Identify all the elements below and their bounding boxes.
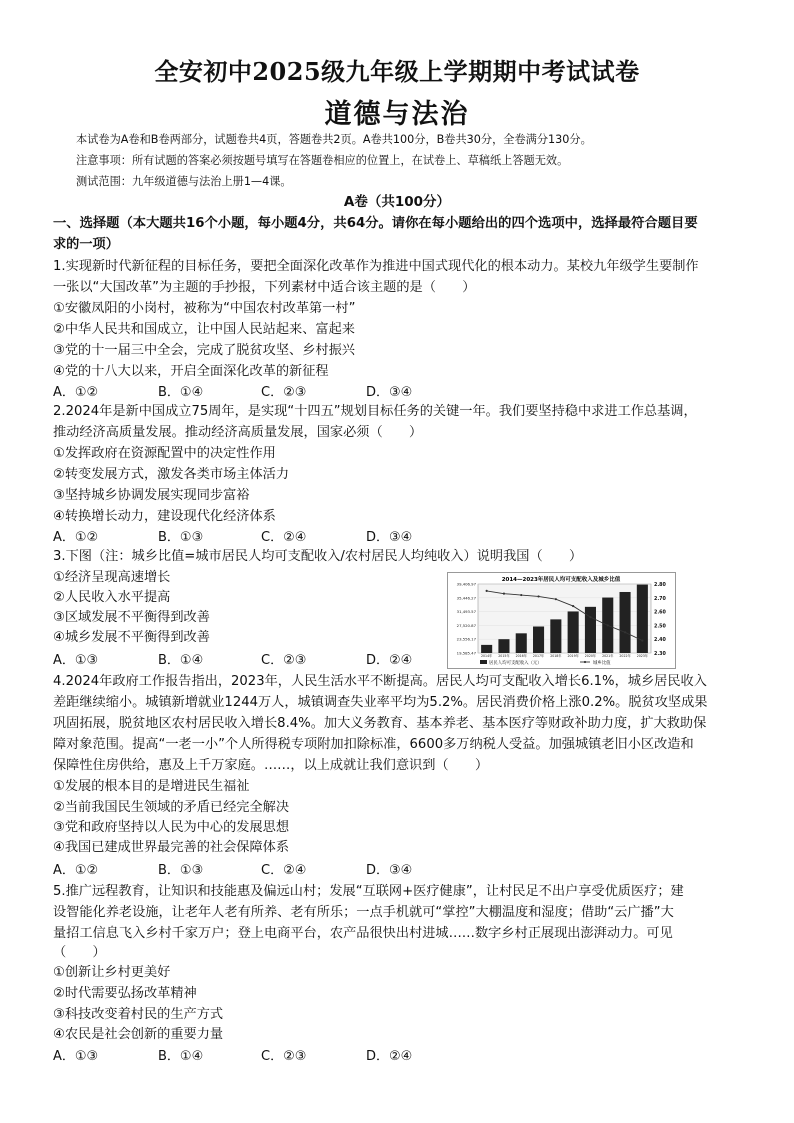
legend-marker-ratio — [584, 661, 586, 663]
subject-title: 道德与法治 — [324, 99, 470, 130]
income-chart — [447, 572, 676, 669]
q4-option-d[interactable]: D．③④ — [366, 863, 413, 878]
q3-statement-3: ③区域发展不平衡得到改善 — [53, 610, 210, 625]
q1-option-b[interactable]: B．①④ — [158, 385, 204, 400]
q2-option-b[interactable]: B．①③ — [158, 530, 204, 545]
q3-option-b[interactable]: B．①④ — [158, 653, 204, 668]
attention-note: 注意事项：所有试题的答案必须按题号填写在答题卷相应的位置上，在试卷上、草稿纸上答题无效。 — [76, 154, 569, 167]
q5-stem-2: 设智能化养老设施，让老年人老有所养、老有所乐；一点手机就可“掌控”大棚温度和湿度；借助“云广播”大 — [53, 905, 674, 920]
q3-stem: 3.下图（注：城乡比值=城市居民人均可支配收入/农村居民人均纯收入）说明我国（ ） — [53, 549, 583, 564]
q4-statement-2: ②当前我国民生领域的矛盾已经完全解决 — [53, 800, 290, 815]
q2-stem-1: 2.2024年是新中国成立75周年，是实现“十四五”规划目标任务的关键一年。我们要坚持稳中求进工作总基调， — [53, 404, 697, 419]
chart-bar — [498, 639, 509, 653]
q2-option-c[interactable]: C．②④ — [261, 530, 307, 545]
x-tick-label: 2017年 — [532, 654, 545, 658]
q2-stem-2: 推动经济高质量发展。推动经济高质量发展，国家必须（ ） — [53, 425, 423, 440]
section-a-heading: A卷（共100分） — [343, 194, 451, 210]
x-tick-label: 2023年 — [636, 654, 649, 658]
x-tick-label: 2019年 — [567, 654, 579, 658]
q3-option-d[interactable]: D．②④ — [366, 653, 413, 668]
q5-stem-4: （ ） — [53, 945, 106, 960]
q2-option-d[interactable]: D．③④ — [366, 530, 413, 545]
y-tick-label-left: 35,446.27 — [456, 595, 476, 601]
q1-statement-2: ②中华人民共和国成立，让中国人民站起来、富起来 — [53, 322, 355, 337]
chart-bar — [585, 607, 596, 653]
q3-statement-1: ①经济呈现高速增长 — [53, 570, 171, 585]
q1-stem-2: 一张以“大国改革”为主题的手抄报，下列素材中适合该主题的是（ ） — [53, 280, 476, 295]
q3-statement-4: ④城乡发展不平衡得到改善 — [53, 630, 210, 645]
y-tick-label-left: 23,556.17 — [456, 636, 476, 642]
y-tick-label-right: 2.50 — [654, 624, 666, 630]
q4-option-b[interactable]: B．①③ — [158, 863, 204, 878]
q4-stem-5: 保障性住房供给，惠及上千万家庭。……，以上成就让我们意识到（ ） — [53, 758, 489, 773]
ratio-point — [486, 590, 488, 592]
ratio-point — [520, 594, 522, 596]
y-tick-label-left: 31,493.57 — [456, 609, 476, 615]
q2-option-a[interactable]: A．①② — [53, 530, 99, 545]
q4-statement-3: ③党和政府坚持以人民为中心的发展思想 — [53, 820, 290, 835]
legend-label-income: 居民人均可支配收入（元） — [489, 661, 542, 666]
chart-title: 2014—2023年居民人均可支配收入及城乡比值 — [501, 577, 621, 583]
y-tick-label-left: 19,585.47 — [456, 650, 476, 656]
section-instruction-2: 求的一项） — [53, 237, 119, 252]
q2-statement-2: ②转变发展方式，激发各类市场主体活力 — [53, 467, 290, 482]
q3-statement-2: ②人民收入水平提高 — [53, 590, 171, 605]
ratio-point — [641, 639, 643, 641]
q2-statement-4: ④转换增长动力，建设现代化经济体系 — [53, 509, 276, 524]
chart-bar — [568, 611, 579, 653]
q5-stem-3: 量招工信息飞入乡村千家万户；登上电商平台，农产品很快出村进城……数字乡村正展现出澎湃动力。可见 — [53, 926, 673, 941]
q5-stem-1: 5.推广远程教育，让知识和技能惠及偏远山村；发展“互联网+医疗健康”，让村民足不出户享受优质医疗；建 — [53, 884, 684, 899]
q5-statement-2: ②时代需要弘扬改革精神 — [53, 986, 197, 1001]
legend-swatch-income — [480, 660, 487, 664]
x-tick-label: 2022年 — [619, 654, 631, 658]
q1-stem-1: 1.实现新时代新征程的目标任务，要把全面深化改革作为推进中国式现代化的根本动力。某校九年级学生要制作 — [53, 259, 699, 274]
q1-statement-3: ③党的十一届三中全会，完成了脱贫攻坚、乡村振兴 — [53, 343, 355, 358]
y-tick-label-left: 39,406.97 — [456, 581, 476, 587]
q5-option-a[interactable]: A．①③ — [53, 1049, 99, 1064]
exam-title: 全安初中2025级九年级上学期期中考试试卷 — [154, 57, 640, 86]
chart-bar — [620, 592, 631, 653]
x-tick-label: 2016年 — [515, 654, 527, 658]
q4-option-a[interactable]: A．①② — [53, 863, 99, 878]
q1-option-a[interactable]: A．①② — [53, 385, 99, 400]
ratio-point — [624, 631, 626, 633]
intro-note: 本试卷为A卷和B卷两部分，试题卷共4页，答题卷共2页。A卷共100分，B卷共30分，全卷满分130分。 — [76, 133, 592, 146]
ratio-point — [589, 616, 591, 618]
q1-option-c[interactable]: C．②③ — [261, 385, 307, 400]
q5-option-b[interactable]: B．①④ — [158, 1049, 204, 1064]
q1-option-d[interactable]: D．③④ — [366, 385, 413, 400]
q4-statement-1: ①发展的根本目的是增进民生福祉 — [53, 779, 250, 794]
y-tick-label-right: 2.80 — [654, 583, 666, 588]
q2-statement-1: ①发挥政府在资源配置中的决定性作用 — [53, 446, 276, 461]
q4-stem-2: 差距继续缩小。城镇新增就业1244万人，城镇调查失业率平均为5.2%。居民消费价格上涨0.2%。脱贫攻坚成果 — [53, 695, 708, 710]
chart-bar — [637, 585, 648, 653]
scope-note: 测试范围：九年级道德与法治上册1—4课。 — [76, 175, 292, 188]
y-tick-label-right: 2.30 — [654, 652, 666, 657]
q4-stem-1: 4.2024年政府工作报告指出，2023年，人民生活水平不断提高。居民人均可支配收入增长6.1%，城乡居民收入 — [53, 674, 707, 689]
x-tick-label: 2021年 — [602, 654, 614, 658]
chart-bar — [550, 619, 561, 653]
income-chart-svg — [448, 573, 675, 668]
q1-statement-1: ①安徽凤阳的小岗村，被称为“中国农村改革第一村” — [53, 301, 356, 316]
q2-statement-3: ③坚持城乡协调发展实现同步富裕 — [53, 488, 250, 503]
chart-bar — [481, 645, 492, 653]
chart-marks — [457, 582, 667, 667]
q5-statement-1: ①创新让乡村更美好 — [53, 965, 171, 980]
x-tick-label: 2014年 — [480, 654, 493, 658]
y-tick-label-left: 27,520.87 — [456, 622, 476, 628]
q4-statement-4: ④我国已建成世界最完善的社会保障体系 — [53, 840, 290, 855]
q3-option-a[interactable]: A．①③ — [53, 653, 99, 668]
ratio-point — [607, 624, 609, 626]
q5-statement-3: ③科技改变着村民的生产方式 — [53, 1007, 224, 1022]
y-tick-label-right: 2.40 — [654, 638, 666, 644]
x-tick-label: 2018年 — [550, 654, 562, 658]
y-tick-label-right: 2.70 — [654, 596, 666, 602]
q5-statement-4: ④农民是社会创新的重要力量 — [53, 1027, 224, 1042]
q4-stem-4: 障对象范围。提高“一老一小”个人所得税专项附加扣除标准，6600多万纳税人受益。加强城镇老旧小区改造和 — [53, 737, 694, 752]
q4-option-c[interactable]: C．②④ — [261, 863, 307, 878]
x-tick-label: 2020年 — [584, 654, 597, 658]
q5-option-d[interactable]: D．②④ — [366, 1049, 413, 1064]
q3-option-c[interactable]: C．②③ — [261, 653, 307, 668]
q1-statement-4: ④党的十八大以来，开启全面深化改革的新征程 — [53, 364, 329, 379]
ratio-point — [572, 605, 574, 607]
q4-stem-3: 巩固拓展，脱贫地区农村居民收入增长8.4%。加大义务教育、基本养老、基本医疗等财政补助力度，扩大救助保 — [53, 716, 707, 731]
section-instruction-1: 一、选择题（本大题共16个小题，每小题4分，共64分。请你在每小题给出的四个选项中，选择最符合题目要 — [53, 216, 698, 231]
y-tick-label-right: 2.60 — [654, 610, 666, 616]
x-tick-label: 2015年 — [498, 654, 510, 658]
ratio-point — [555, 598, 557, 600]
ratio-point — [537, 595, 539, 597]
chart-bar — [516, 633, 527, 653]
chart-bar — [533, 627, 544, 653]
ratio-point — [503, 593, 505, 595]
q5-option-c[interactable]: C．②③ — [261, 1049, 307, 1064]
legend-label-ratio: 城乡比值 — [593, 661, 611, 666]
